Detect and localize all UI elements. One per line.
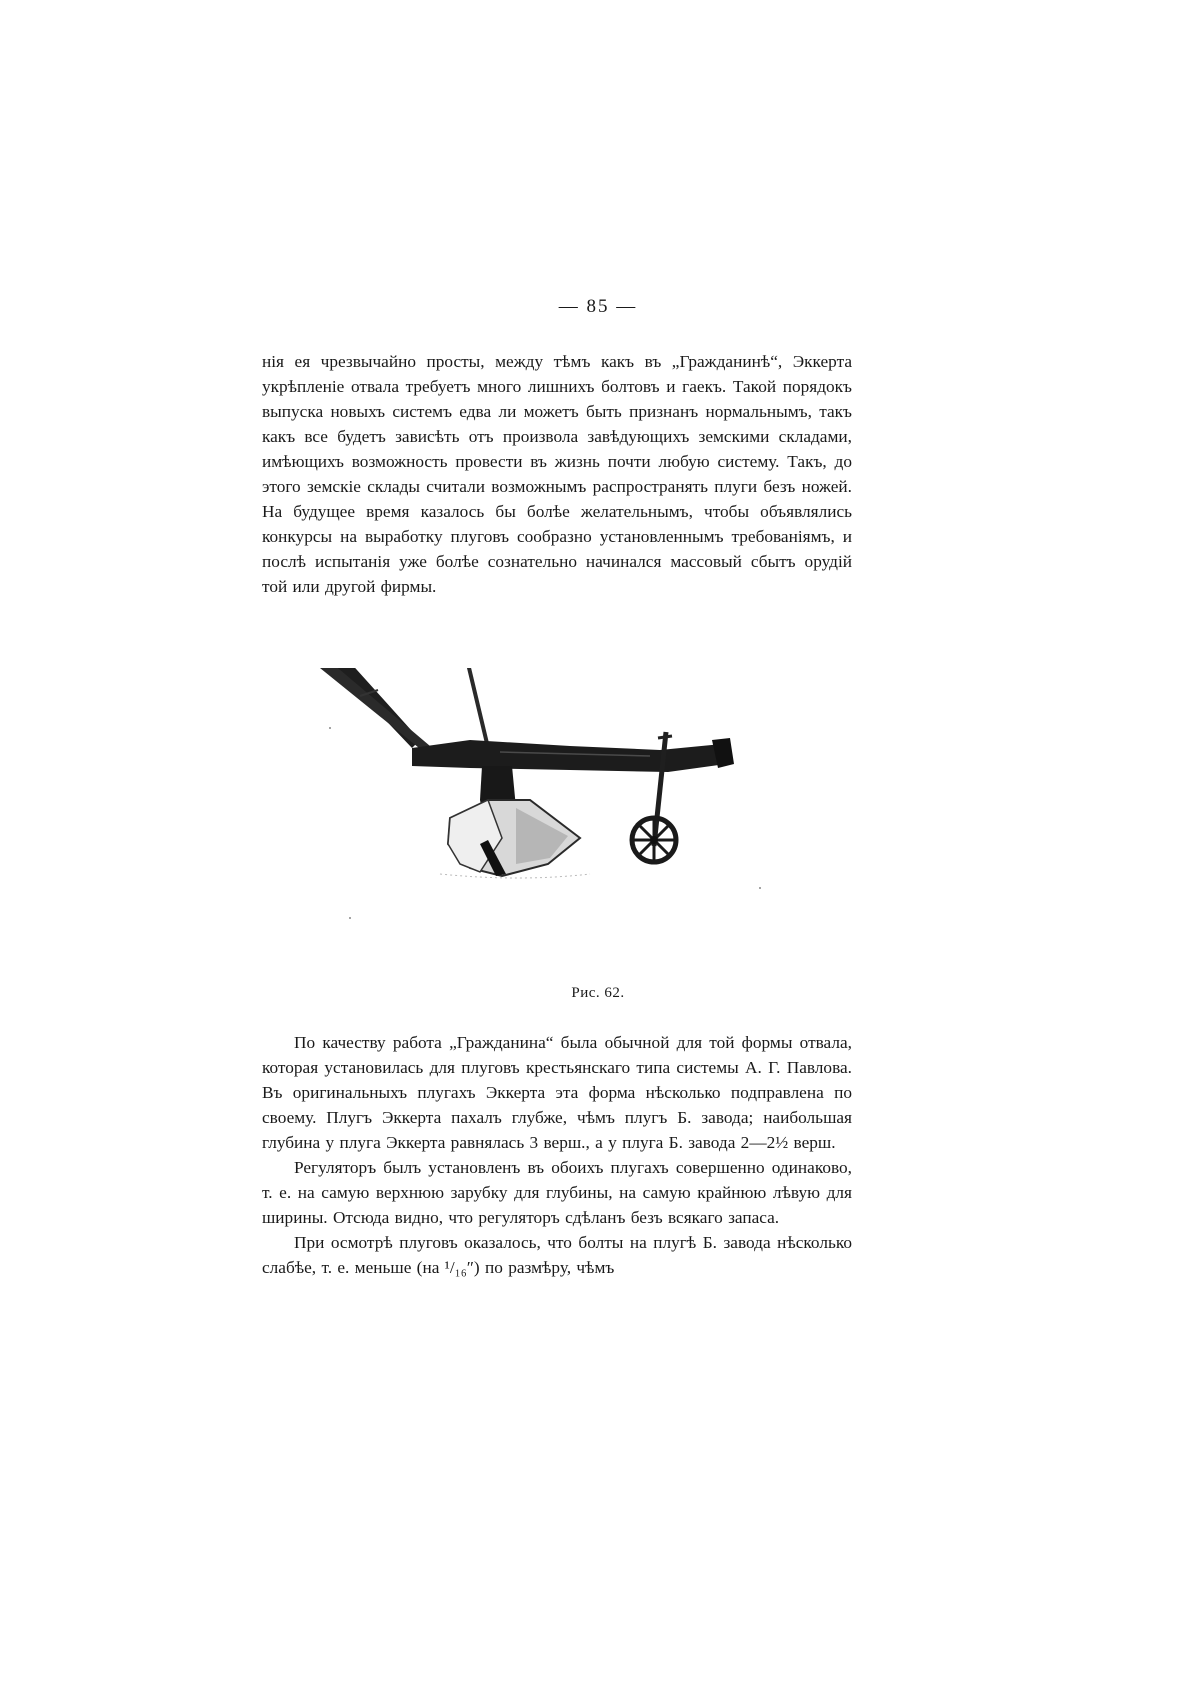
paragraph-bolts: При осмотрѣ плуговъ оказалось, что болты на плугѣ Б. завода нѣсколько слабѣе, т. е. меньше (на ¹/₁₆″) по размѣру, чѣмъ bbox=[262, 1233, 852, 1277]
plough-drawing bbox=[320, 668, 790, 958]
figure-caption: Рис. 62. bbox=[571, 985, 625, 1001]
paragraph-regulator: Регуляторъ былъ установленъ въ обоихъ плугахъ совершенно одинаково, т. е. на самую верхнюю зарубку для глубины, на самую крайнюю лѣвую для ширины. Отсюда видно, что регуляторъ сдѣланъ безъ всякаго запаса. bbox=[262, 1158, 852, 1227]
plough-illustration bbox=[320, 668, 790, 958]
page-number: — 85 — bbox=[558, 296, 638, 317]
top-paragraph bbox=[262, 349, 852, 599]
paragraph-quality: По качеству работа „Гражданина“ была обычной для той формы отвала, которая установилась для плуговъ крестьянскаго типа системы А. Г. Павлова. Въ оригинальныхъ плугахъ Эккерта эта форма нѣсколько подправлена по своему. Плугъ Эккерта пахалъ глубже, чѣмъ плугъ Б. завода; наибольшая глубина у плуга Эккерта равнялась 3 верш., а у плуга Б. завода 2—2½ верш. bbox=[262, 1033, 852, 1152]
bottom-paragraphs bbox=[262, 1030, 852, 1280]
paragraph-text: нія ея чрезвычайно просты, между тѣмъ какъ въ „Гражданинѣ“, Эккерта укрѣпленіе отвала требуетъ много лишнихъ болтовъ и гаекъ. Такой порядокъ выпуска новыхъ системъ едва ли можетъ быть признанъ нормальнымъ, такъ какъ все будетъ зависѣть отъ произвола завѣдующихъ земскими складами, имѣющихъ возможность провести въ жизнь почти любую систему. Такъ, до этого земскіе склады считали возможнымъ распространять плуги безъ ножей. На будущее время казалось бы болѣе желательнымъ, чтобы объявлялись конкурсы на выработку плуговъ сообразно установленнымъ требованіямъ, и послѣ испытанія уже болѣе сознательно начинался массовый сбытъ орудій той или другой фирмы. bbox=[262, 352, 852, 596]
